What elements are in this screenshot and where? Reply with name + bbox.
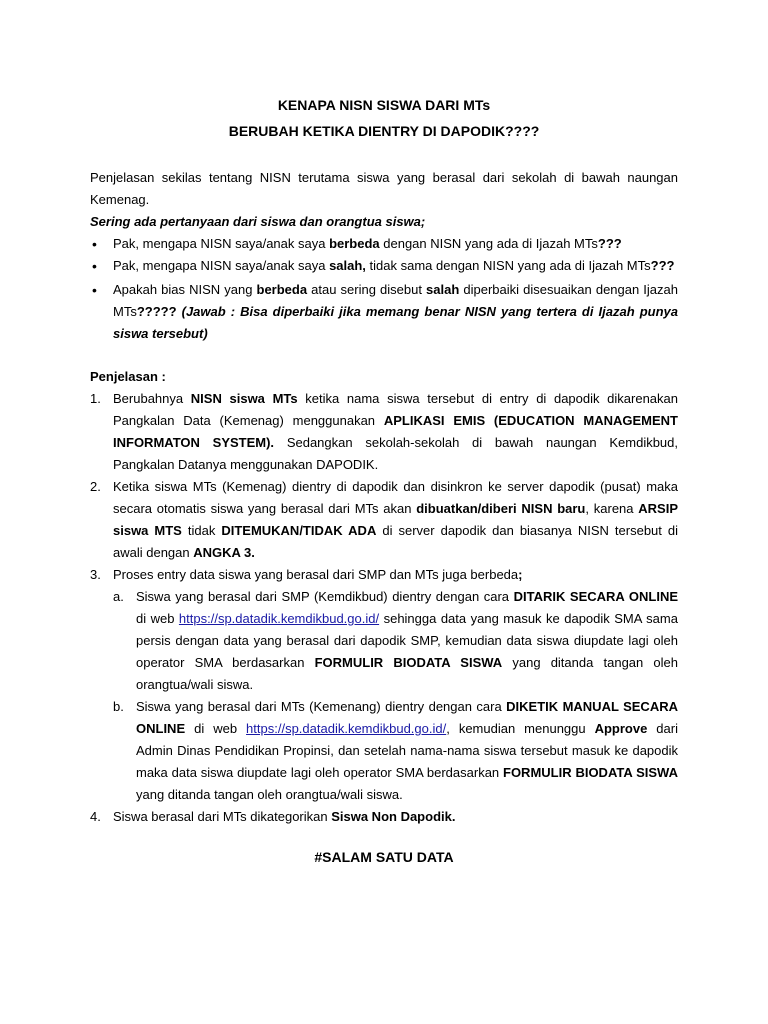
p3b-text-a: Siswa yang berasal dari MTs (Kemenang) dientry dengan cara [136, 699, 507, 714]
question-lead [90, 211, 678, 233]
explanation-list [90, 388, 678, 828]
p3b-bold-e: Approve [594, 721, 648, 736]
q3-bold-f: ????? [136, 304, 177, 319]
q2-text-c: tidak sama dengan NISN yang ada di Ijazah MTs [365, 258, 651, 273]
explanation-item-2 [90, 476, 678, 564]
p2-bold-f: DITEMUKAN/TIDAK ADA [221, 523, 377, 538]
p3a-bold-e: FORMULIR BIODATA SISWA [314, 655, 503, 670]
intro-paragraph [90, 167, 678, 211]
penjelasan-heading [90, 366, 678, 388]
p2-bold-h: ANGKA 3. [193, 545, 255, 560]
p4-text-a: Siswa berasal dari MTs dikategorikan [113, 809, 332, 824]
q3-answer-italic: (Jawab : Bisa diperbaiki jika memang benar NISN yang tertera di Ijazah punya siswa tersebut) [113, 304, 678, 341]
item-letter: a. [113, 589, 124, 604]
q2-bold-b: salah, [329, 258, 366, 273]
p3b-bold-g: FORMULIR BIODATA SISWA [503, 765, 678, 780]
p3-text-a: Proses entry data siswa yang berasal dari SMP dan MTs juga berbeda [113, 567, 519, 582]
p2-text-c: , karena [585, 501, 639, 516]
intro-text: Penjelasan sekilas tentang NISN terutama siswa yang berasal dari sekolah di bawah naungan Kemenag. [90, 170, 678, 207]
document-title-line-2: BERUBAH KETIKA DIENTRY DI DAPODIK???? [228, 123, 540, 139]
explanation-item-4 [90, 806, 678, 828]
q2-text-a: Pak, mengapa NISN saya/anak saya [113, 258, 330, 273]
p3b-bold-b: DIKETIK MANUAL SECARA ONLINE [136, 699, 678, 736]
p3b-text-c: di web [185, 721, 247, 736]
p3b-text-h: yang ditanda tangan oleh orangtua/wali siswa. [136, 787, 403, 802]
p2-bold-d: ARSIP siswa MTS [113, 501, 678, 538]
explanation-item-3 [90, 564, 678, 806]
p4-bold-b: Siswa Non Dapodik. [331, 809, 456, 824]
question-item-2 [90, 255, 678, 277]
q1-bold-b: berbeda [329, 236, 380, 251]
datadik-link[interactable]: https://sp.datadik.kemdikbud.go.id/ [246, 721, 447, 736]
p3-bold-b: ; [518, 567, 523, 582]
q1-bold-d: ??? [597, 236, 622, 251]
p1-text-c: ketika nama siswa tersebut di entry di dapodik dikarenakan Pangkalan Data (Kemenag) menggunakan [113, 391, 678, 428]
q3-bold-d: salah [426, 282, 460, 297]
question-lead-text: Sering ada pertanyaan dari siswa dan orangtua siswa; [90, 214, 426, 229]
p3a-text-a: Siswa yang berasal dari SMP (Kemdikbud) dientry dengan cara [136, 589, 514, 604]
p1-bold-b: NISN siswa MTs [190, 391, 298, 406]
q3-text-e: diperbaiki disesuaikan dengan Ijazah MTs [113, 282, 678, 319]
p3b-text-f: dari Admin Dinas Pendidikan Propinsi, dan setelah nama-nama siswa tersebut masuk ke dapodik maka data siswa diupdate lagi oleh operator SMA berdasarkan [136, 721, 678, 780]
explanation-item-1 [90, 388, 678, 476]
p1-text-e: Sedangkan sekolah-sekolah di bawah naungan Kemdikbud, Pangkalan Datanya menggunakan DAPODIK. [113, 435, 679, 472]
item-number: 1. [90, 391, 101, 406]
q2-bold-d: ??? [650, 258, 675, 273]
q3-bold-b: berbeda [256, 282, 308, 297]
datadik-link[interactable]: https://sp.datadik.kemdikbud.go.id/ [178, 611, 380, 626]
item-number: 2. [90, 479, 101, 494]
item-letter: b. [113, 699, 124, 714]
question-item-3 [90, 279, 678, 345]
p3a-text-c: di web [136, 611, 179, 626]
p1-bold-d: APLIKASI EMIS (EDUCATION MANAGEMENT INFORMATON SYSTEM). [113, 413, 678, 450]
question-item-1 [90, 233, 678, 255]
p3a-text-f: yang ditanda tangan oleh orangtua/wali siswa. [136, 655, 678, 692]
p2-text-a: Ketika siswa MTs (Kemenag) dientry di dapodik dan disinkron ke server dapodik (pusat) maka secara otomatis siswa yang berasal dari MTs akan [113, 479, 678, 516]
question-list [90, 233, 678, 345]
document-title-line-1: KENAPA NISN SISWA DARI MTs [277, 97, 491, 113]
p2-text-e: tidak [181, 523, 222, 538]
q1-text-c: dengan NISN yang ada di Ijazah MTs [379, 236, 598, 251]
q1-text-a: Pak, mengapa NISN saya/anak saya [113, 236, 330, 251]
p2-bold-b: dibuatkan/diberi NISN baru [416, 501, 586, 516]
p3a-bold-b: DITARIK SECARA ONLINE [513, 589, 678, 604]
q3-text-a: Apakah bias NISN yang [113, 282, 257, 297]
entry-process-item-b [113, 696, 678, 806]
penjelasan-label: Penjelasan : [90, 369, 166, 384]
closing-slogan: #SALAM SATU DATA [314, 849, 454, 865]
p1-text-a: Berubahnya [113, 391, 191, 406]
item-number: 3. [90, 567, 101, 582]
item-number: 4. [90, 809, 101, 824]
entry-process-sublist [113, 586, 678, 806]
entry-process-item-a [113, 586, 678, 696]
p2-text-g: di server dapodik dan biasanya NISN tersebut di awali dengan [113, 523, 679, 560]
q3-text-c: atau sering disebut [307, 282, 427, 297]
p3a-text-d: sehingga data yang masuk ke dapodik SMA sama persis dengan data yang berasal dari dapodik SMP, kemudian data siswa diupdate lagi oleh operator SMA berdasarkan [136, 611, 678, 670]
p3b-text-d: , kemudian menunggu [446, 721, 595, 736]
